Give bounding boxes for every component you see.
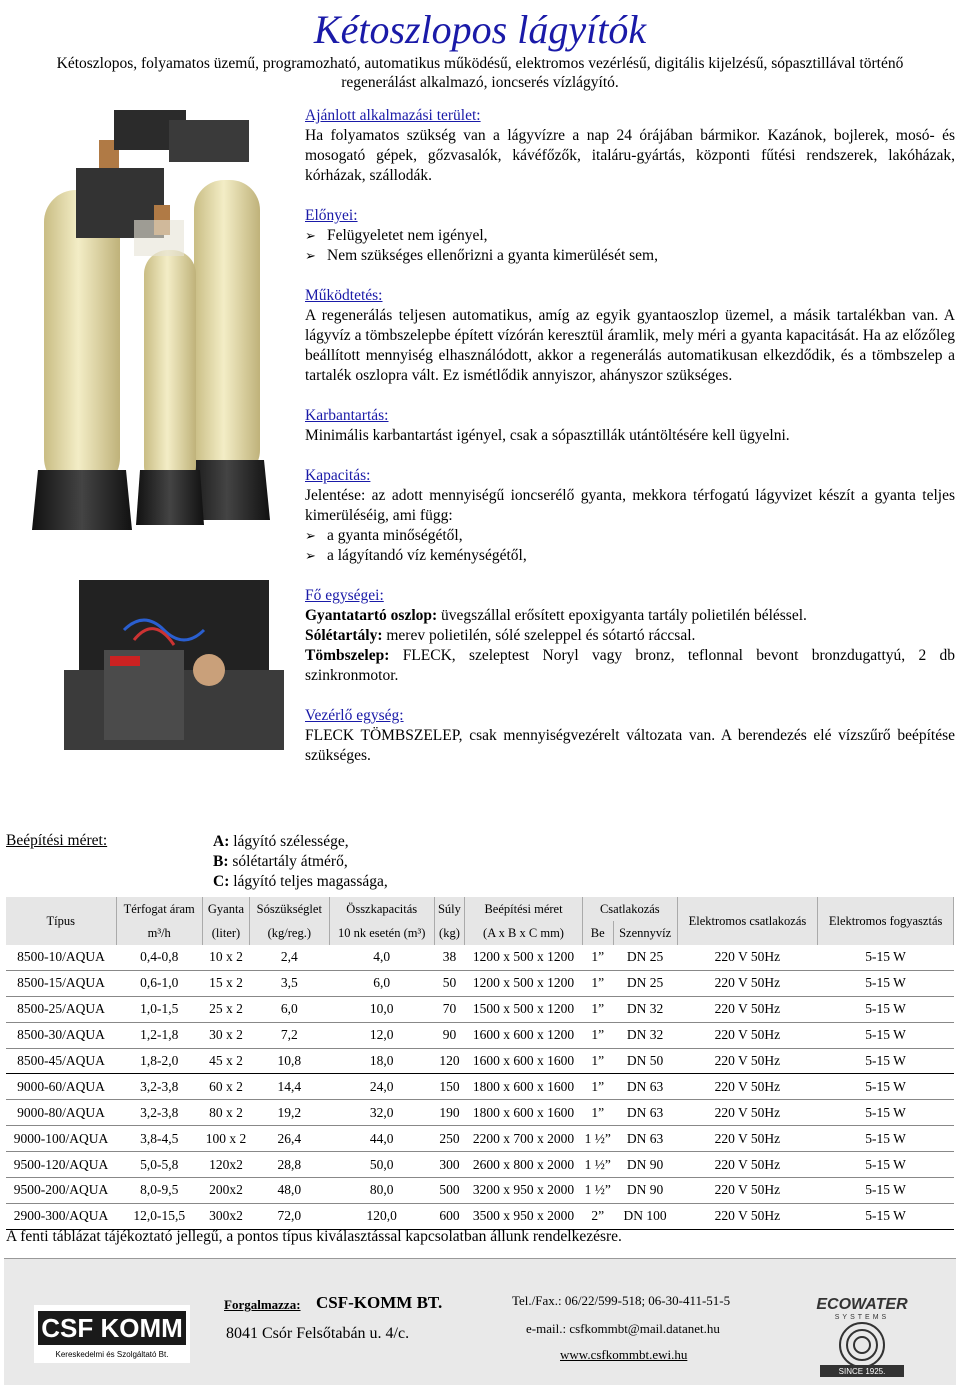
fo-egyseg-soletartaly: Sólétartály: merev polietilén, sólé szeleppel és sótartó ráccsal. <box>305 627 696 644</box>
table-cell: 8,0-9,5 <box>116 1178 202 1204</box>
table-cell: 220 V 50Hz <box>677 1074 818 1100</box>
col-so: Sószükséglet <box>250 897 330 921</box>
table-cell: DN 90 <box>613 1178 677 1204</box>
unit-szenny: Szennyvíz <box>613 921 677 945</box>
table-cell: 5-15 W <box>818 945 954 970</box>
csf-komm-logo <box>34 1305 190 1363</box>
table-cell: 9500-200/AQUA <box>6 1178 116 1204</box>
table-cell: 120x2 <box>202 1152 249 1178</box>
table-cell: 7,2 <box>250 1022 330 1048</box>
kapacitas-item: ➢ a gyanta minőségétől, <box>305 526 955 546</box>
table-cell: 72,0 <box>250 1203 330 1229</box>
table-cell: 32,0 <box>329 1100 434 1126</box>
table-row <box>6 1152 954 1178</box>
table-cell: 70 <box>434 996 464 1022</box>
col-ossz: Összkapacitás <box>329 897 434 921</box>
table-cell: 50,0 <box>329 1152 434 1178</box>
table-cell: 60 x 2 <box>202 1074 249 1100</box>
spec-table <box>6 897 954 1230</box>
table-cell: 38 <box>434 945 464 970</box>
table-cell: 500 <box>434 1178 464 1204</box>
vezerlo-heading: Vezérlő egység: <box>305 707 404 724</box>
unit-meret: (A x B x C mm) <box>465 921 583 945</box>
table-cell: 8500-30/AQUA <box>6 1022 116 1048</box>
col-elfogy: Elektromos fogyasztás <box>818 897 954 945</box>
table-cell: 3,5 <box>250 970 330 996</box>
table-row <box>6 996 954 1022</box>
page-subtitle: Kétoszlopos, folyamatos üzemű, programozható, automatikus működésű, elektromos vezérlésű, digitális kijelzésű, sópasztillával történő regenerálást alkalmazó, ioncserés vízlágyító. <box>56 55 904 91</box>
table-cell: 30 x 2 <box>202 1022 249 1048</box>
table-cell: 5-15 W <box>818 1126 954 1152</box>
table-cell: 14,4 <box>250 1074 330 1100</box>
table-cell: 28,8 <box>250 1152 330 1178</box>
table-cell: 9000-100/AQUA <box>6 1126 116 1152</box>
kapacitas-text: Jelentése: az adott mennyiségű ioncserélő gyanta, mekkora térfogatú lágyvizet készít a gyanta teljes kimerüléséig, ami függ: <box>305 487 955 524</box>
table-cell: 25 x 2 <box>202 996 249 1022</box>
table-cell: 200x2 <box>202 1178 249 1204</box>
table-cell: 90 <box>434 1022 464 1048</box>
table-cell: 220 V 50Hz <box>677 1048 818 1074</box>
table-cell: 8500-15/AQUA <box>6 970 116 996</box>
table-cell: 0,6-1,0 <box>116 970 202 996</box>
table-cell: 80,0 <box>329 1178 434 1204</box>
col-elcsatl: Elektromos csatlakozás <box>677 897 818 945</box>
table-cell: DN 25 <box>613 945 677 970</box>
table-cell: 10 x 2 <box>202 945 249 970</box>
table-cell: 250 <box>434 1126 464 1152</box>
table-row <box>6 1126 954 1152</box>
table-cell: DN 25 <box>613 970 677 996</box>
ajanlott-text: Ha folyamatos szükség van a lágyvízre a nap 24 órájában bármikor. Kazánok, bojlerek, mosó- és mosogató gépek, gőzvasalók, kávéfőzők, italáru-gyártás, központi fűtési rendszerek, lakóházak, kórházak, szállodák. <box>305 127 955 184</box>
table-cell: 1,0-1,5 <box>116 996 202 1022</box>
table-cell: 2,4 <box>250 945 330 970</box>
table-cell: 1800 x 600 x 1600 <box>465 1074 583 1100</box>
table-cell: 5-15 W <box>818 970 954 996</box>
unit-ossz: 10 nk esetén (m³) <box>329 921 434 945</box>
content-column <box>305 106 955 766</box>
table-cell: DN 50 <box>613 1048 677 1074</box>
table-cell: 5-15 W <box>818 1152 954 1178</box>
table-cell: DN 32 <box>613 996 677 1022</box>
table-row <box>6 970 954 996</box>
table-cell: 1600 x 600 x 1200 <box>465 1022 583 1048</box>
table-cell: 44,0 <box>329 1126 434 1152</box>
table-cell: 150 <box>434 1074 464 1100</box>
table-cell: 220 V 50Hz <box>677 1022 818 1048</box>
table-cell: 2” <box>582 1203 613 1229</box>
table-cell: 1” <box>582 1022 613 1048</box>
table-cell: 19,2 <box>250 1100 330 1126</box>
table-cell: 1500 x 500 x 1200 <box>465 996 583 1022</box>
company-address: 8041 Csór Felsőtabán u. 4/c. <box>226 1325 410 1342</box>
table-cell: 6,0 <box>329 970 434 996</box>
table-cell: 100 x 2 <box>202 1126 249 1152</box>
table-cell: 1800 x 600 x 1600 <box>465 1100 583 1126</box>
table-cell: 1 ½” <box>582 1152 613 1178</box>
table-cell: 220 V 50Hz <box>677 1126 818 1152</box>
table-row <box>6 945 954 970</box>
table-cell: 220 V 50Hz <box>677 970 818 996</box>
table-cell: 5-15 W <box>818 1178 954 1204</box>
table-cell: 4,0 <box>329 945 434 970</box>
table-note: A fenti táblázat tájékoztató jellegű, a pontos típus kiválasztással kapcsolatban állunk rendelkezésre. <box>6 1228 622 1245</box>
table-cell: 5-15 W <box>818 1203 954 1229</box>
table-cell: 1” <box>582 945 613 970</box>
company-name: CSF-KOMM BT. <box>316 1293 443 1312</box>
col-csatl: Csatlakozás <box>582 897 677 921</box>
table-cell: 5-15 W <box>818 1074 954 1100</box>
elonyei-item: ➢ Felügyeletet nem igényel, <box>305 226 955 246</box>
table-cell: 2900-300/AQUA <box>6 1203 116 1229</box>
table-cell: 50 <box>434 970 464 996</box>
footer <box>4 1258 956 1385</box>
col-gyanta: Gyanta <box>202 897 249 921</box>
table-cell: 300x2 <box>202 1203 249 1229</box>
table-cell: DN 90 <box>613 1152 677 1178</box>
svg-text:SYSTEMS: SYSTEMS <box>834 1314 890 1321</box>
table-cell: 1” <box>582 1074 613 1100</box>
table-row <box>6 1074 954 1100</box>
table-cell: 8500-25/AQUA <box>6 996 116 1022</box>
table-cell: 45 x 2 <box>202 1048 249 1074</box>
table-cell: 1” <box>582 1100 613 1126</box>
table-cell: 220 V 50Hz <box>677 1203 818 1229</box>
legend-b: B: sólétartály átmérő, <box>213 853 348 870</box>
unit-so: (kg/reg.) <box>250 921 330 945</box>
unit-gyanta: (liter) <box>202 921 249 945</box>
table-cell: 80 x 2 <box>202 1100 249 1126</box>
table-cell: 12,0 <box>329 1022 434 1048</box>
unit-suly: (kg) <box>434 921 464 945</box>
table-cell: 300 <box>434 1152 464 1178</box>
table-cell: DN 63 <box>613 1100 677 1126</box>
svg-text:CSF KOMM: CSF KOMM <box>41 1313 183 1343</box>
table-cell: 15 x 2 <box>202 970 249 996</box>
table-cell: 5-15 W <box>818 1100 954 1126</box>
table-cell: 120,0 <box>329 1203 434 1229</box>
table-cell: 1,8-2,0 <box>116 1048 202 1074</box>
beepitesi-meret-legend <box>213 832 388 892</box>
table-cell: 6,0 <box>250 996 330 1022</box>
table-cell: 120 <box>434 1048 464 1074</box>
fo-egyseg-tombszelep: Tömbszelep: FLECK, szeleptest Noryl vagy bronz, teflonnal bevont bronzdugattyú, 2 db szinkronmotor. <box>305 647 955 684</box>
product-photo <box>4 110 296 766</box>
table-cell: 2600 x 800 x 2000 <box>465 1152 583 1178</box>
table-cell: 3,2-3,8 <box>116 1074 202 1100</box>
table-cell: 18,0 <box>329 1048 434 1074</box>
beepitesi-meret-label: Beépítési méret: <box>6 832 108 849</box>
table-cell: 24,0 <box>329 1074 434 1100</box>
elonyei-heading: Előnyei: <box>305 207 358 224</box>
table-cell: 2200 x 700 x 2000 <box>465 1126 583 1152</box>
vezerlo-text: FLECK TÖMBSZELEP, csak mennyiségvezérelt változata van. A berendezés elé vízszűrő beépítése szükséges. <box>305 727 955 764</box>
table-cell: 9500-120/AQUA <box>6 1152 116 1178</box>
table-cell: 10,8 <box>250 1048 330 1074</box>
mukodtetes-text: A regenerálás teljesen automatikus, amíg az egyik gyantaoszlop üzemel, a másik tartalékban van. A lágyvíz a tömbszelepbe épített vízórán keresztül áramlik, mely méri a gyanta kapacitását. Ha az előzőleg beállított mennyiség elhasználódott, akkor a regenerálás automatikusan elkezdődik, és a tömbszelep a tartalék oszlopra vált. Ez ismétlődik annyiszor, ahányszor szükséges. <box>305 307 955 384</box>
table-cell: 1600 x 600 x 1600 <box>465 1048 583 1074</box>
table-row <box>6 1048 954 1074</box>
table-cell: 10,0 <box>329 996 434 1022</box>
table-cell: 1” <box>582 996 613 1022</box>
ecowater-logo <box>800 1293 924 1377</box>
tel-fax: Tel./Fax.: 06/22/599-518; 06-30-411-51-5 <box>512 1293 731 1308</box>
table-cell: 1200 x 500 x 1200 <box>465 945 583 970</box>
mukodtetes-heading: Működtetés: <box>305 287 383 304</box>
legend-c: C: lágyító teljes magassága, <box>213 873 388 890</box>
table-cell: 1200 x 500 x 1200 <box>465 970 583 996</box>
email[interactable]: e-mail.: csfkommbt@mail.datanet.hu <box>526 1321 720 1336</box>
table-cell: 9000-60/AQUA <box>6 1074 116 1100</box>
elonyei-item: ➢ Nem szükséges ellenőrizni a gyanta kimerülését sem, <box>305 246 955 266</box>
table-cell: 3,2-3,8 <box>116 1100 202 1126</box>
table-cell: DN 63 <box>613 1074 677 1100</box>
table-cell: 3,8-4,5 <box>116 1126 202 1152</box>
table-cell: 5,0-5,8 <box>116 1152 202 1178</box>
table-cell: 220 V 50Hz <box>677 945 818 970</box>
table-row <box>6 1178 954 1204</box>
forgalmazza-label: Forgalmazza: <box>224 1297 301 1312</box>
table-cell: 12,0-15,5 <box>116 1203 202 1229</box>
fo-egysegei-heading: Fő egységei: <box>305 587 384 604</box>
table-cell: 220 V 50Hz <box>677 1100 818 1126</box>
fo-egyseg-gyantatarto: Gyantatartó oszlop: üvegszállal erősített epoxigyanta tartály polietilén béléssel. <box>305 607 807 624</box>
table-cell: 190 <box>434 1100 464 1126</box>
table-cell: DN 100 <box>613 1203 677 1229</box>
table-cell: 26,4 <box>250 1126 330 1152</box>
table-cell: 600 <box>434 1203 464 1229</box>
table-cell: 1 ½” <box>582 1126 613 1152</box>
table-cell: 3500 x 950 x 2000 <box>465 1203 583 1229</box>
page-title: Kétoszlopos lágyítók <box>313 7 647 52</box>
col-meret: Beépítési méret <box>465 897 583 921</box>
table-cell: DN 32 <box>613 1022 677 1048</box>
col-tipus: Típus <box>6 897 116 945</box>
svg-text:SINCE 1925.: SINCE 1925. <box>838 1367 886 1376</box>
kapacitas-item: ➢ a lágyítandó víz keménységétől, <box>305 546 955 566</box>
table-cell: DN 63 <box>613 1126 677 1152</box>
table-cell: 1 ½” <box>582 1178 613 1204</box>
table-cell: 8500-10/AQUA <box>6 945 116 970</box>
table-cell: 220 V 50Hz <box>677 996 818 1022</box>
karbantartas-heading: Karbantartás: <box>305 407 389 424</box>
table-cell: 0,4-0,8 <box>116 945 202 970</box>
unit-terfogat: m³/h <box>116 921 202 945</box>
svg-text:ECOWATER: ECOWATER <box>816 1296 908 1313</box>
table-cell: 5-15 W <box>818 1048 954 1074</box>
col-suly: Súly <box>434 897 464 921</box>
table-cell: 9000-80/AQUA <box>6 1100 116 1126</box>
unit-be: Be <box>582 921 613 945</box>
table-cell: 48,0 <box>250 1178 330 1204</box>
table-cell: 1,2-1,8 <box>116 1022 202 1048</box>
legend-a: A: lágyító szélessége, <box>213 833 349 850</box>
table-cell: 220 V 50Hz <box>677 1152 818 1178</box>
table-row <box>6 1203 954 1229</box>
table-cell: 5-15 W <box>818 996 954 1022</box>
table-cell: 1” <box>582 1048 613 1074</box>
col-terfogat: Térfogat áram <box>116 897 202 921</box>
table-row <box>6 1022 954 1048</box>
table-cell: 1” <box>582 970 613 996</box>
ajanlott-heading: Ajánlott alkalmazási terület: <box>305 107 481 124</box>
table-cell: 8500-45/AQUA <box>6 1048 116 1074</box>
table-row <box>6 1100 954 1126</box>
kapacitas-heading: Kapacitás: <box>305 467 371 484</box>
svg-text:Kereskedelmi és Szolgáltató Bt: Kereskedelmi és Szolgáltató Bt. <box>55 1350 169 1359</box>
karbantartas-text: Minimális karbantartást igényel, csak a sópasztillák utántöltésére kell ügyelni. <box>305 427 790 444</box>
table-cell: 5-15 W <box>818 1022 954 1048</box>
website-link[interactable]: www.csfkommbt.ewi.hu <box>560 1347 688 1362</box>
table-cell: 220 V 50Hz <box>677 1178 818 1204</box>
table-cell: 3200 x 950 x 2000 <box>465 1178 583 1204</box>
